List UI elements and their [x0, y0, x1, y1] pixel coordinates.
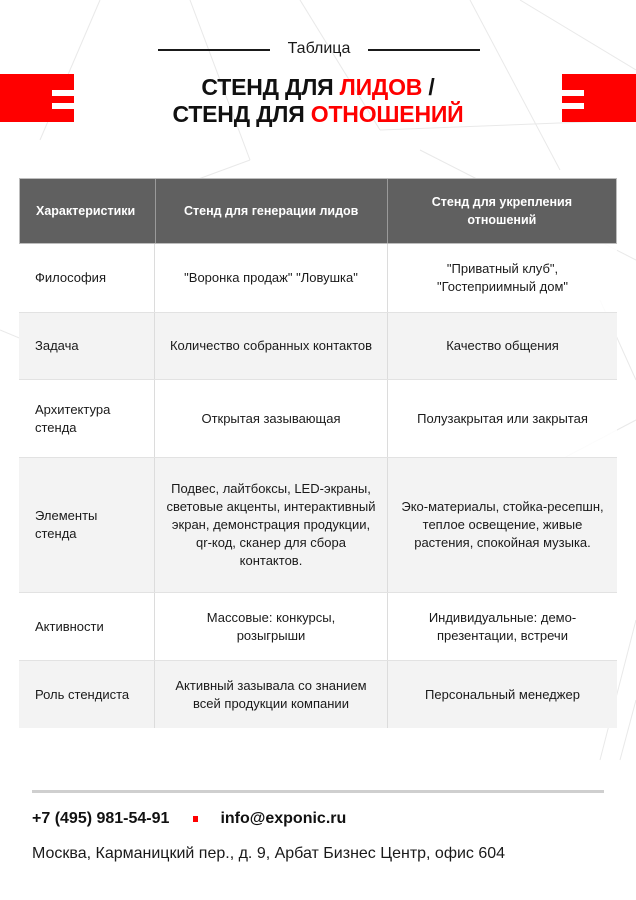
leads-cell: Подвес, лайтбоксы, LED-экраны, световые акценты, интерактивный экран, демонстрация продукции, qr-код, сканер для сбора контактов.	[155, 458, 388, 592]
footer-divider	[32, 790, 604, 793]
relations-cell: Индивидуальные: демо-презентации, встречи	[428, 609, 577, 643]
bullet-separator-icon	[193, 816, 198, 822]
title-text: /	[422, 74, 435, 100]
brand-mark-notch	[562, 103, 584, 109]
leads-cell: Массовые: конкурсы, розыгрыши	[155, 593, 388, 660]
table-row	[19, 244, 617, 313]
section-kicker	[0, 38, 636, 60]
title-line-1	[100, 74, 536, 101]
relations-cell: Эко-материалы, стойка-ресепшн, теплое освещение, живые растения, спокойная музыка.	[401, 499, 604, 550]
kicker-rule-right	[368, 49, 480, 51]
row-label: Элементы стенда	[19, 458, 155, 592]
comparison-table	[19, 178, 617, 728]
title-accent: ЛИДОВ	[339, 74, 423, 100]
title-text: СТЕНД ДЛЯ	[172, 101, 311, 127]
leads-cell: "Воронка продаж" "Ловушка"	[155, 244, 388, 312]
row-label: Архитектура стенда	[19, 380, 155, 457]
column-header: Стенд для укрепления отношений	[431, 195, 573, 227]
table-row	[19, 661, 617, 728]
leads-cell: Количество собранных контактов	[155, 313, 388, 379]
title-accent: ОТНОШЕНИЙ	[310, 101, 464, 127]
table-row	[19, 313, 617, 380]
kicker-label: Таблица	[287, 40, 351, 57]
brand-mark-notch	[562, 90, 584, 96]
page-title	[100, 74, 536, 128]
row-label: Активности	[19, 593, 155, 660]
column-header: Характеристики	[20, 179, 156, 243]
office-address: Москва, Карманицкий пер., д. 9, Арбат Бизнес Центр, офис 604	[32, 845, 506, 862]
title-line-2	[100, 101, 536, 128]
relations-cell: "Приватный клуб", "Гостеприимный дом"	[436, 261, 569, 294]
relations-cell: Полузакрытая или закрытая	[417, 410, 588, 426]
brand-mark-notch	[52, 103, 74, 109]
leads-cell: Активный зазывала со знанием всей продукции компании	[155, 661, 388, 728]
row-label: Философия	[19, 244, 155, 312]
phone-link[interactable]: +7 (495) 981-54-91	[32, 810, 170, 827]
relations-cell: Персональный менеджер	[425, 686, 580, 702]
contact-line	[32, 808, 346, 830]
row-label: Роль стендиста	[19, 661, 155, 728]
table-row	[19, 380, 617, 458]
title-text: СТЕНД ДЛЯ	[201, 74, 340, 100]
brand-e-mark-right	[562, 74, 636, 122]
brand-e-mark-left	[0, 74, 74, 122]
table-row	[19, 458, 617, 593]
brand-mark-notch	[52, 90, 74, 96]
email-link[interactable]: info@exponic.ru	[220, 810, 347, 827]
relations-cell: Качество общения	[446, 338, 559, 353]
leads-cell: Открытая зазывающая	[155, 380, 388, 457]
table-header-row	[19, 178, 617, 244]
column-header: Стенд для генерации лидов	[156, 179, 388, 243]
table-row	[19, 593, 617, 661]
row-label: Задача	[19, 313, 155, 379]
kicker-rule-left	[158, 49, 270, 51]
